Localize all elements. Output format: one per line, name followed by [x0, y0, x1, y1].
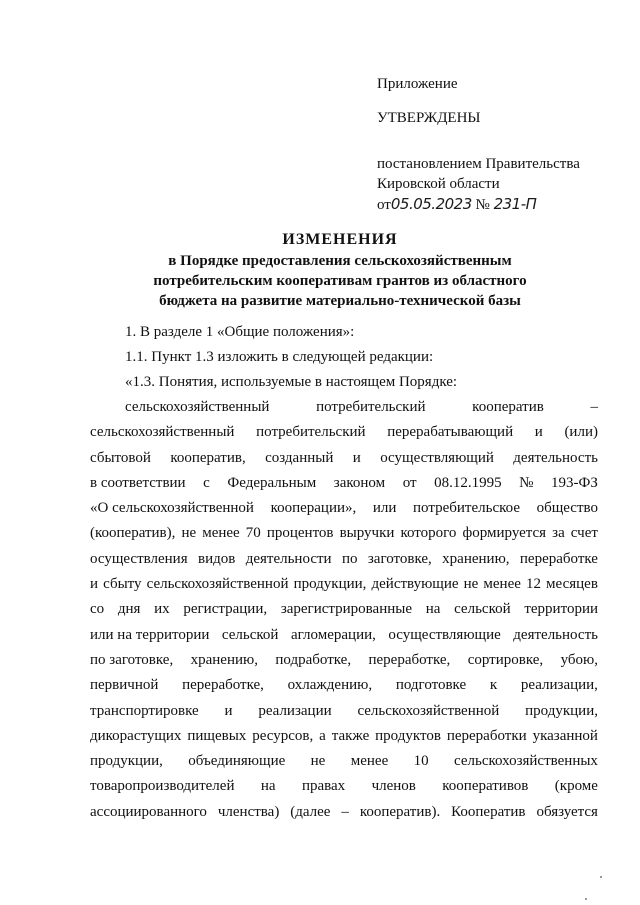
number-label: № — [475, 197, 490, 213]
word: продукции, — [293, 576, 367, 593]
word: территории — [524, 601, 598, 618]
word: ассоциированного — [90, 803, 207, 820]
decree-date-number — [377, 194, 627, 215]
word: Кооператив — [451, 803, 526, 820]
word: и — [534, 424, 543, 441]
word: членства) — [217, 803, 280, 820]
text-line — [90, 446, 598, 471]
text-line — [90, 749, 598, 774]
word: регистрации, — [183, 601, 268, 618]
word: выручки — [339, 525, 395, 542]
word: от — [402, 474, 417, 491]
word: сельскохозяйственный — [125, 399, 270, 415]
text-line — [90, 597, 598, 622]
approved-label: УТВЕРЖДЕНЫ — [377, 110, 481, 126]
word: месяцев — [546, 576, 598, 593]
word: агломерации, — [291, 626, 376, 643]
word: счет — [570, 525, 598, 542]
word: 193-ФЗ — [551, 474, 598, 491]
word: законом — [333, 474, 386, 491]
word: общество — [536, 500, 598, 517]
text-line — [90, 521, 598, 546]
word: также — [331, 727, 370, 744]
word: – — [341, 803, 349, 820]
word: охлаждению, — [287, 677, 373, 694]
document-title: ИЗМЕНЕНИЯ — [282, 231, 398, 248]
word: к — [489, 677, 498, 694]
word: сельскохозяйственных — [454, 753, 598, 770]
word: кооператив, — [170, 449, 246, 466]
word: кооператив — [472, 399, 544, 415]
word: осуществляющие — [388, 626, 501, 643]
word: и — [224, 702, 233, 719]
word: переработке, — [182, 677, 264, 694]
word: убою, — [560, 651, 598, 668]
word: сельской — [454, 601, 511, 618]
word: № — [519, 474, 534, 491]
word: а — [319, 727, 326, 744]
word: пищевых — [187, 727, 247, 744]
word: 10 — [413, 753, 429, 770]
word: переработке, — [368, 651, 451, 668]
text-line — [90, 395, 598, 420]
word: со — [90, 601, 105, 618]
word: кооперативов — [442, 778, 529, 795]
word: сельскохозяйственной — [146, 576, 289, 593]
word: или — [372, 500, 397, 517]
subtitle-line-2: потребительским кооперативам грантов из областного — [153, 273, 527, 289]
word: осуществляющий — [380, 449, 494, 466]
word: сельской — [221, 626, 279, 643]
word: менее — [483, 576, 521, 593]
word: не — [310, 753, 326, 770]
word: их — [154, 601, 170, 618]
word: видов — [198, 550, 236, 567]
word: и — [90, 576, 99, 593]
paragraph-item-1-3: «1.3. Понятия, используемые в настоящем Порядке: — [125, 374, 458, 390]
appendix-label: Приложение — [377, 76, 458, 92]
word: – — [590, 399, 598, 415]
word: Федеральным — [227, 474, 317, 491]
word: (кооператив), — [90, 525, 176, 542]
decree-line-1: постановлением Правительства — [377, 156, 580, 172]
word: по заготовке, — [90, 651, 174, 668]
word: членов — [371, 778, 416, 795]
word: которого — [400, 525, 457, 542]
word: дикорастущих — [90, 727, 182, 744]
scan-speck — [585, 898, 587, 900]
word: сортировке, — [467, 651, 544, 668]
paragraph-section-1: 1. В разделе 1 «Общие положения»: — [125, 324, 355, 340]
word: осуществления — [90, 550, 188, 567]
text-line — [90, 800, 598, 825]
word: кооперации», — [270, 500, 357, 517]
word: реализации, — [520, 677, 598, 694]
word: или на территории — [90, 626, 210, 643]
word: (или) — [564, 424, 598, 441]
scan-speck — [600, 876, 602, 878]
word: хранению, — [442, 550, 510, 567]
text-line — [90, 673, 598, 698]
word: сбытовой — [90, 449, 151, 466]
word: реализации — [258, 702, 332, 719]
document-subtitle — [90, 251, 590, 311]
word: кооператив). — [359, 803, 441, 820]
word: менее — [350, 753, 389, 770]
word: первичной — [90, 677, 159, 694]
text-line — [90, 648, 598, 673]
word: потребительское — [413, 500, 520, 517]
word: на — [260, 778, 276, 795]
word: подработке, — [275, 651, 352, 668]
word: зарегистрированные — [280, 601, 412, 618]
decree-date: 05.05.2023 — [390, 195, 472, 213]
word: деятельности — [245, 550, 332, 567]
word: менее — [202, 525, 240, 542]
word: с — [203, 474, 210, 491]
word: обязуется — [536, 803, 598, 820]
word: 08.12.1995 — [434, 474, 502, 491]
word: продукции, — [90, 753, 163, 770]
word: (далее — [290, 803, 331, 820]
word: хранению, — [190, 651, 258, 668]
word: в соответствии — [90, 474, 186, 491]
word: объединяющие — [188, 753, 286, 770]
word: продукции, — [525, 702, 598, 719]
word: подготовке — [395, 677, 467, 694]
word: переработки — [446, 727, 527, 744]
word: указанной — [532, 727, 598, 744]
text-line — [90, 724, 598, 749]
word: «О сельскохозяйственной — [90, 500, 254, 517]
text-line — [90, 471, 598, 496]
paragraph-item-1-1: 1.1. Пункт 1.3 изложить в следующей редакции: — [125, 349, 434, 365]
word: по — [341, 550, 358, 567]
approval-stamp-block — [377, 74, 627, 215]
word: не — [463, 576, 479, 593]
text-line — [90, 496, 598, 521]
word: потребительский — [256, 424, 366, 441]
word: сельскохозяйственной — [357, 702, 500, 719]
from-label: от — [377, 197, 391, 213]
word: сельскохозяйственный — [90, 424, 235, 441]
decree-number: 231-П — [493, 195, 537, 213]
word: созданный — [265, 449, 334, 466]
word: переработке — [519, 550, 598, 567]
word: формируется — [462, 525, 547, 542]
word: продуктов — [375, 727, 441, 744]
word: перерабатывающий — [387, 424, 514, 441]
word: транспортировке — [90, 702, 199, 719]
word: дня — [117, 601, 141, 618]
word: и — [352, 449, 361, 466]
word: за — [552, 525, 565, 542]
word: на — [425, 601, 441, 618]
text-line — [90, 547, 598, 572]
word: деятельность — [513, 626, 598, 643]
word: действующие — [371, 576, 459, 593]
decree-line-2: Кировской области — [377, 176, 500, 192]
definition-paragraph — [90, 395, 598, 825]
word: заготовке, — [367, 550, 432, 567]
text-line — [90, 774, 598, 799]
subtitle-line-3: бюджета на развитие материально-технической базы — [159, 293, 521, 309]
word: (кроме — [554, 778, 598, 795]
word: ресурсов, — [252, 727, 314, 744]
word: потребительский — [316, 399, 426, 415]
document-body — [90, 320, 598, 825]
subtitle-line-1: в Порядке предоставления сельскохозяйственным — [168, 253, 512, 269]
text-line — [90, 623, 598, 648]
word: не — [181, 525, 197, 542]
text-line — [90, 420, 598, 445]
word: правах — [301, 778, 346, 795]
word: деятельность — [513, 449, 598, 466]
word: товаропроизводителей — [90, 778, 235, 795]
word: сбыту — [103, 576, 142, 593]
word: 70 — [245, 525, 261, 542]
text-line — [90, 572, 598, 597]
word: процентов — [266, 525, 334, 542]
text-line — [90, 699, 598, 724]
word: 12 — [525, 576, 541, 593]
